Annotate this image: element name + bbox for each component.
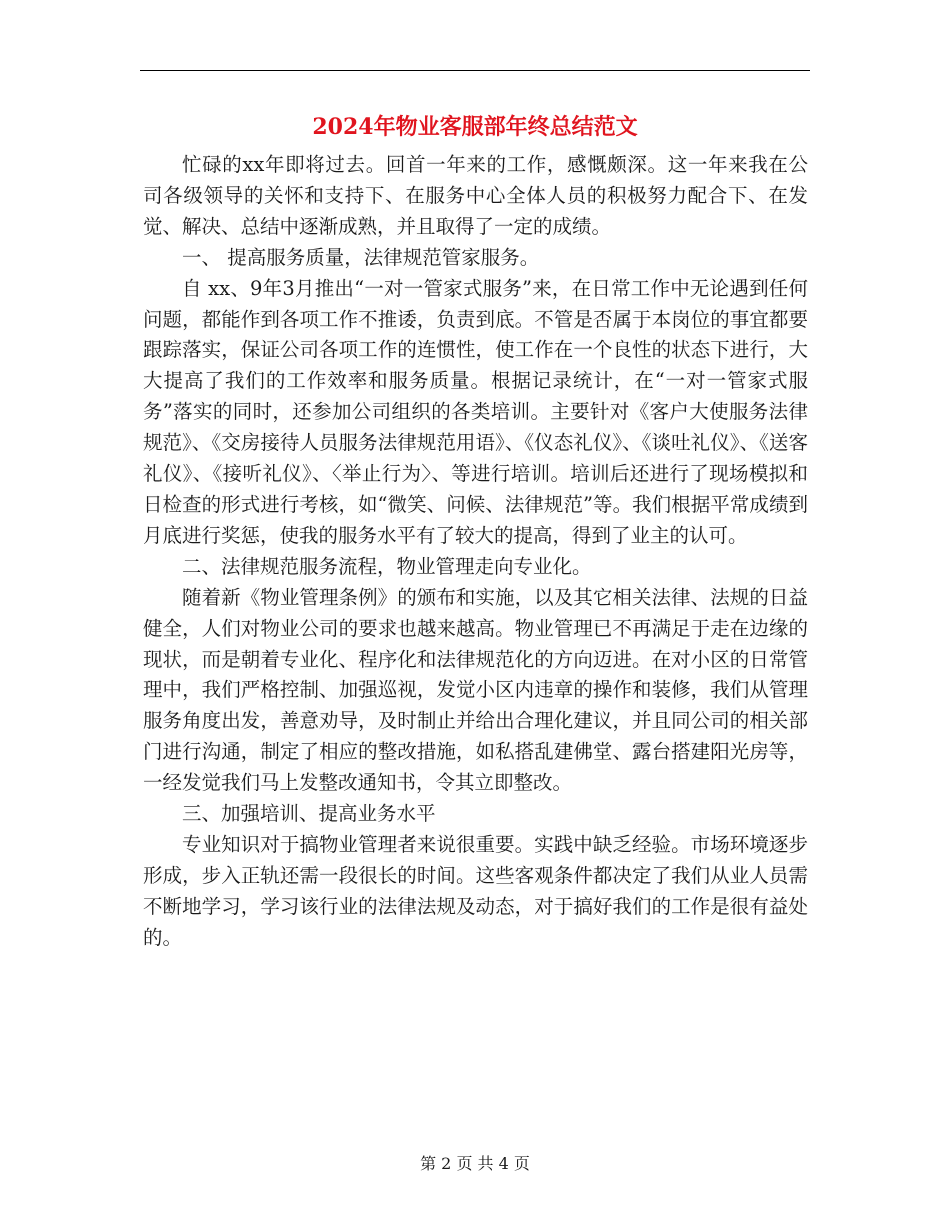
document-body [143, 150, 808, 954]
section-heading-2: 二、法律规范服务流程，物业管理走向专业化。 [182, 554, 592, 578]
paragraph-section-2: 随着新《物业管理条例》的颁布和实施，以及其它相关法律、法规的日益健全，人们对物业公司的要求也越来越高。物业管理已不再满足于走在边缘的现状，而是朝着专业化、程序化和法律规范化的方向迈进。在对小区的日常管理中，我们严格控制、加强巡视，发觉小区内违章的操作和装修，我们从管理服务角度出发，善意劝导，及时制止并给出合理化建议，并且同公司的相关部门进行沟通，制定了相应的整改措施，如私搭乱建佛堂、露台搭建阳光房等，一经发觉我们马上发整改通知书，令其立即整改。 [143, 585, 808, 795]
section-heading-1: 一、 提高服务质量，法律规范管家服务。 [182, 245, 540, 269]
section-heading-3: 三、加强培训、提高业务水平 [182, 802, 436, 826]
header-rule [140, 70, 810, 71]
paragraph-section-1: 自 xx、9年3月推出“一对一管家式服务”来，在日常工作中无论遇到任何问题，都能作到各项工作不推诿，负责到底。不管是否属于本岗位的事宜都要跟踪落实，保证公司各项工作的连惯性，使工作在一个良性的状态下进行，大大提高了我们的工作效率和服务质量。根据记录统计，在“一对一管家式服务”落实的同时，还参加公司组织的各类培训。主要针对《客户大使服务法律规范》、《交房接待人员服务法律规范用语》、《仪态礼仪》、《谈吐礼仪》、《送客礼仪》、《接听礼仪》、〈举止行为〉、等进行培训。培训后还进行了现场模拟和日检查的形式进行考核，如“微笑、问候、法律规范”等。我们根据平常成绩到月底进行奖惩，使我的服务水平有了较大的提高，得到了业主的认可。 [143, 276, 808, 547]
document-title: 2024年物业客服部年终总结范文 [312, 114, 638, 140]
paragraph-section-3: 专业知识对于搞物业管理者来说很重要。实践中缺乏经验。市场环境逐步形成，步入正轨还需一段很长的时间。这些客观条件都决定了我们从业人员需不断地学习，学习该行业的法律法规及动态，对于搞好我们的工作是很有益处的。 [143, 832, 808, 949]
page-number-footer: 第 2 页 共 4 页 [420, 1154, 530, 1173]
paragraph-intro: 忙碌的xx年即将过去。回首一年来的工作，感慨颇深。这一年来我在公司各级领导的关怀和支持下、在服务中心全体人员的积极努力配合下、在发觉、解决、总结中逐渐成熟，并且取得了一定的成绩。 [143, 153, 808, 238]
